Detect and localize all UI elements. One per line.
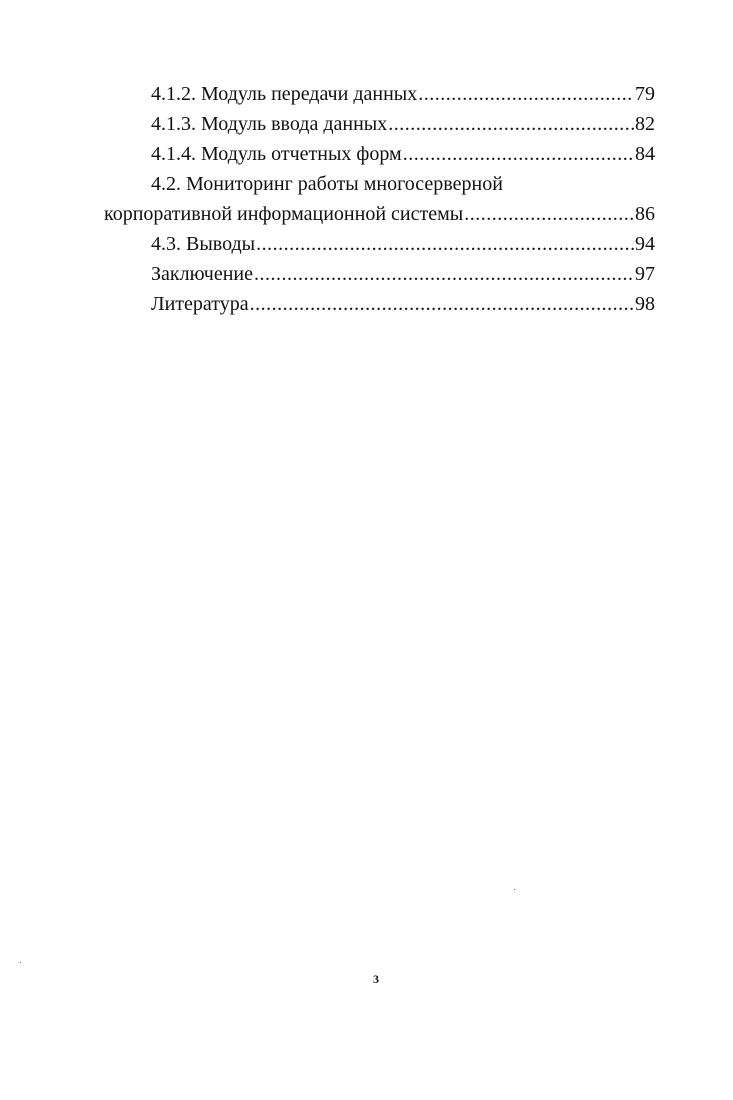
toc-entry-4-2-line1: 4.2. Мониторинг работы многосерверной [151,173,503,195]
toc-entry-page: 84 [635,143,655,165]
toc-entry-conclusion [151,259,655,289]
toc-entry-references [151,289,655,319]
toc-entry-page: 79 [635,83,655,105]
scan-speck [514,889,515,890]
toc-entry-4-3 [151,229,655,259]
toc-entry-page: 86 [635,203,655,225]
toc-entry-page: 94 [635,233,655,255]
toc-entry-title: 4.1.3. Модуль ввода данных [151,113,388,135]
toc-leader-dots [418,79,634,109]
toc-entry-title: 4.1.2. Модуль передачи данных [151,83,418,105]
toc-leader-dots [256,229,634,259]
toc-leader-dots [388,109,634,139]
toc-entry-4-2 [104,199,655,229]
scan-speck [20,962,21,963]
toc-leader-dots [250,289,634,319]
toc-entry-page: 82 [635,113,655,135]
page-number: 3 [373,972,379,986]
toc-entry-title: 4.3. Выводы [151,233,256,255]
toc-leader-dots [254,259,634,289]
toc-entry-4-1-4 [151,139,655,169]
toc-entry-title: корпоративной информационной системы [104,203,464,225]
toc-leader-dots [464,199,634,229]
toc-entry-title: Заключение [151,263,253,285]
toc-entry-page: 97 [635,263,655,285]
toc-leader-dots [403,139,634,169]
toc-entry-page: 98 [635,293,655,315]
toc-entry-title: 4.1.4. Модуль отчетных форм [151,143,402,165]
toc-entry-4-1-2 [151,79,655,109]
toc-entry-4-1-3 [151,109,655,139]
toc-entry-title: Литература [151,293,249,315]
